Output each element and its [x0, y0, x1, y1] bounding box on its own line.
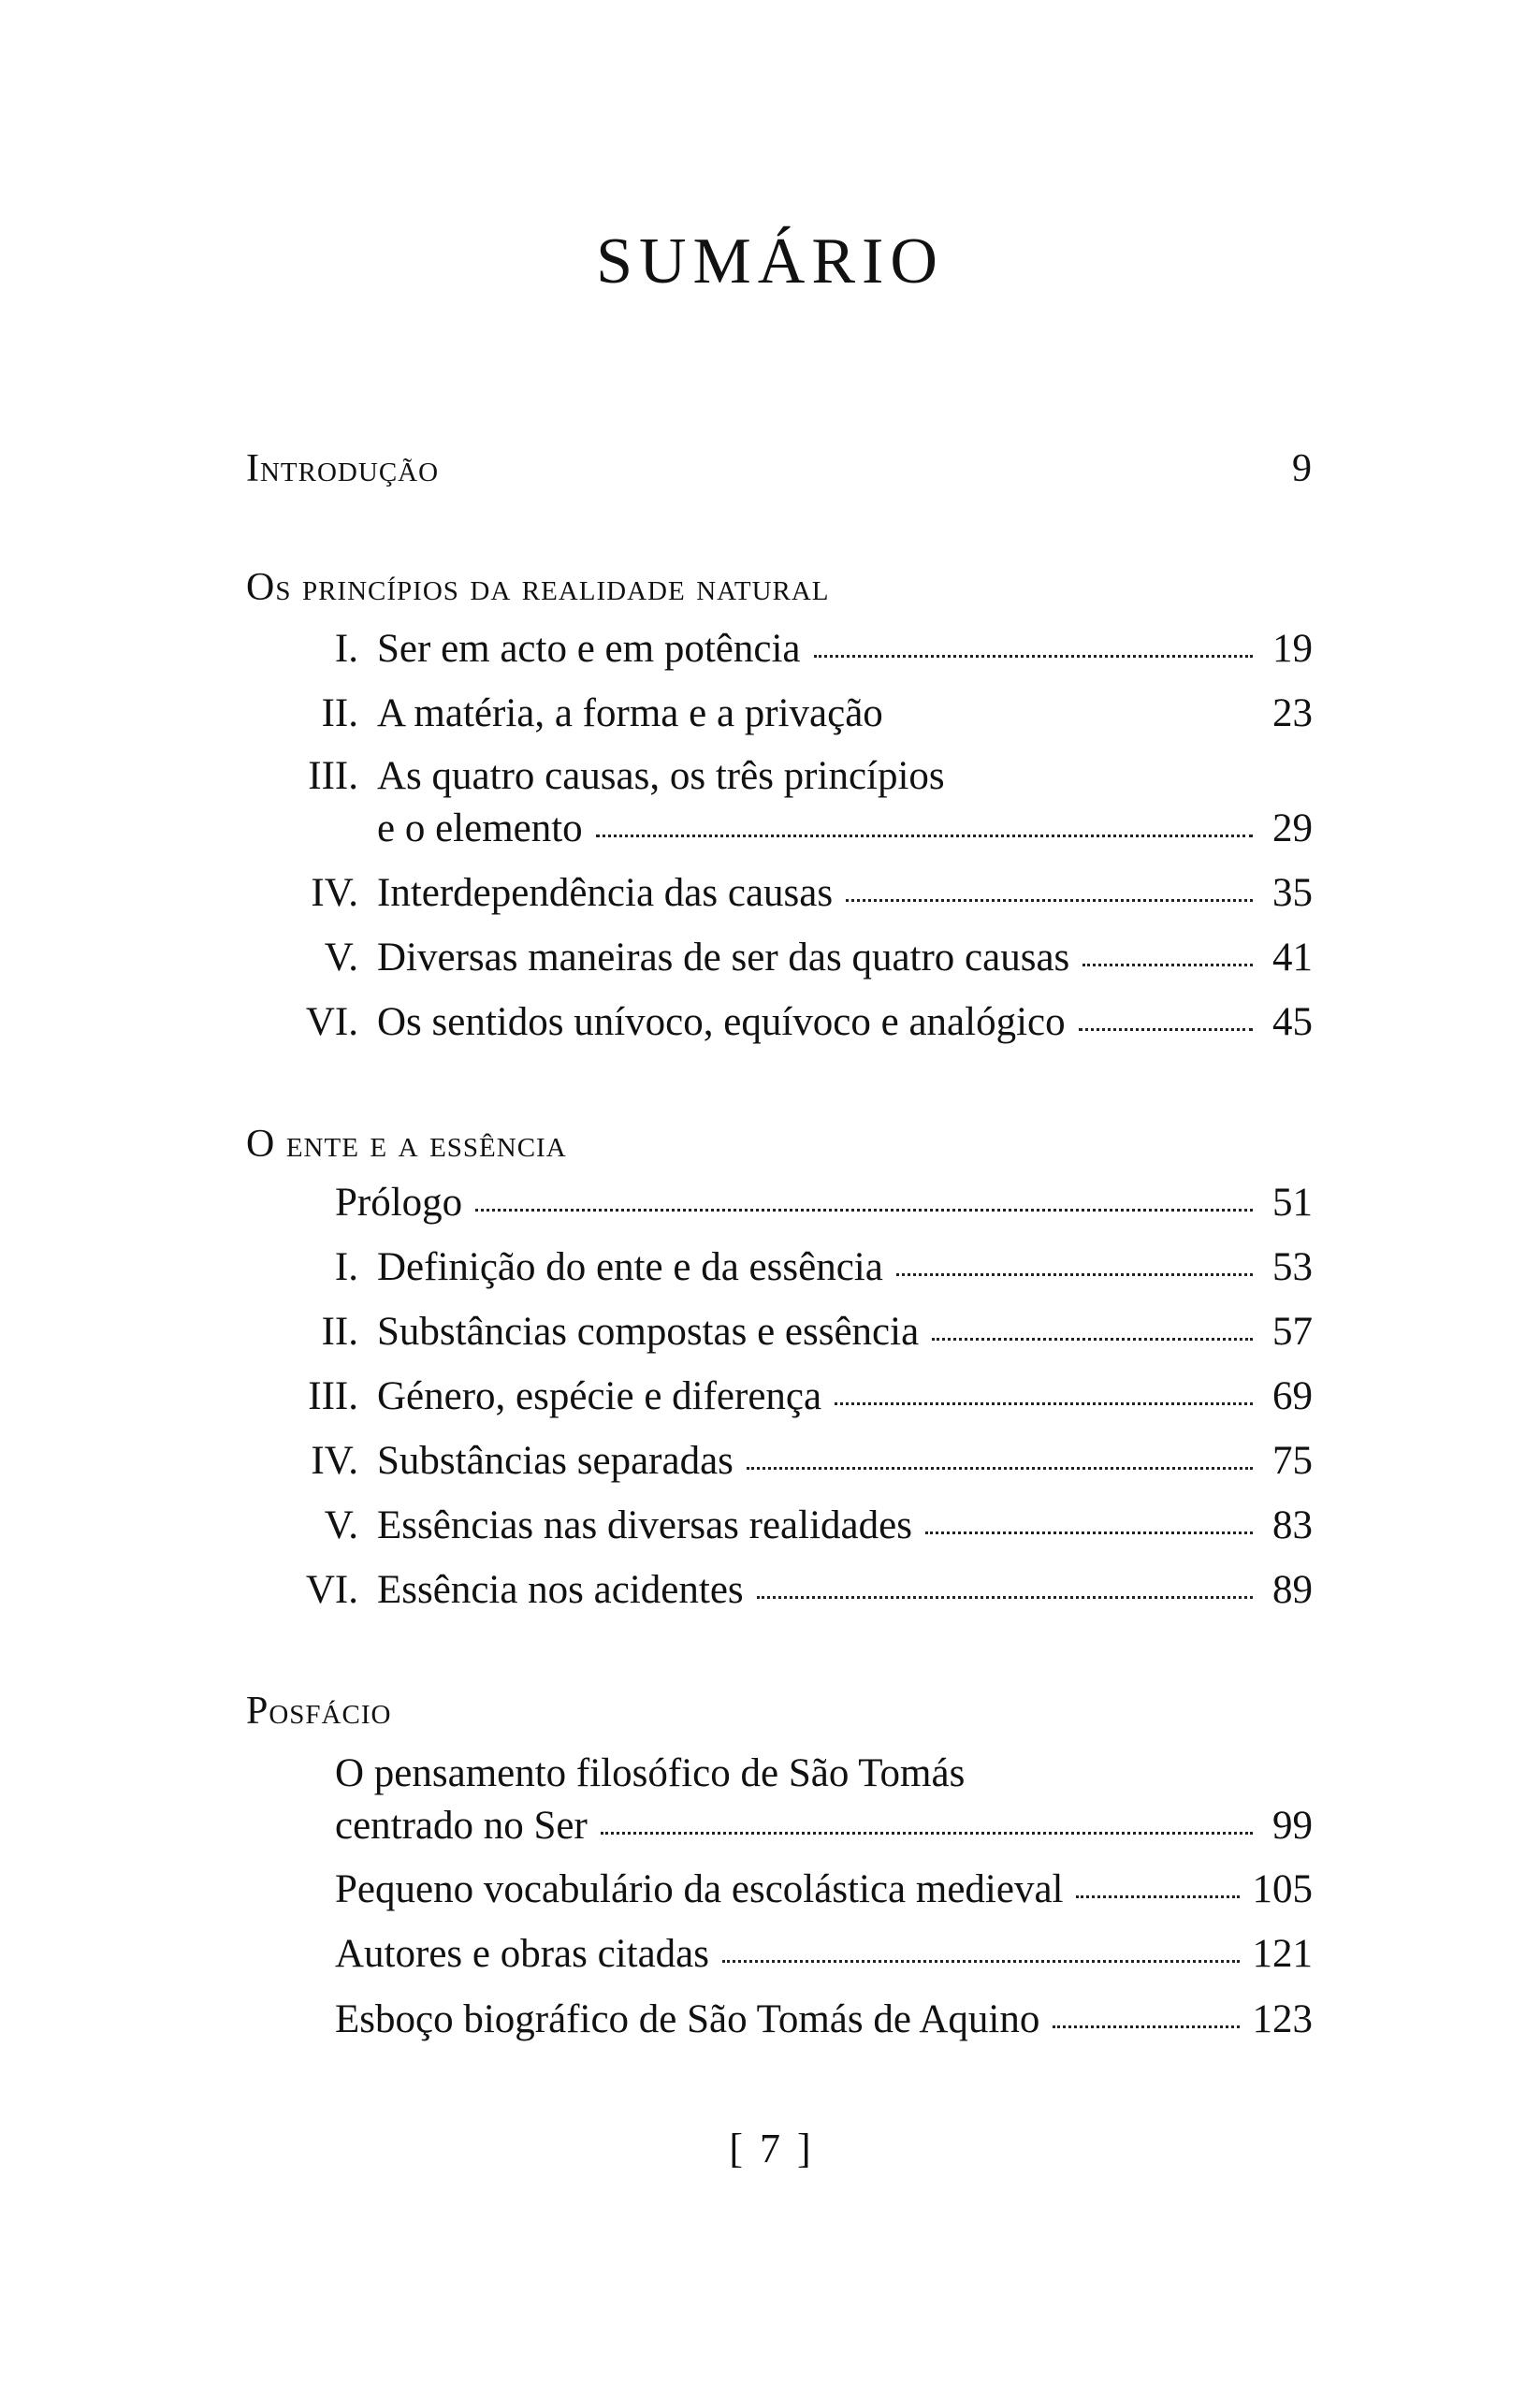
dot-leader — [1079, 1028, 1253, 1031]
chapter-title: Esboço biográfico de São Tomás de Aquino — [335, 1997, 1040, 2041]
toc-entry — [246, 937, 1313, 990]
dot-leader — [814, 655, 1254, 658]
chapter-title: Substâncias compostas e essência — [377, 1310, 920, 1354]
dot-leader — [747, 1467, 1253, 1470]
dot-leader — [722, 1960, 1240, 1963]
chapter-number: VI. — [305, 1568, 358, 1612]
chapter-number: V. — [324, 1503, 358, 1547]
chapter-number: IV. — [311, 1439, 358, 1483]
toc-entry — [246, 1183, 1313, 1235]
page-number: 99 — [1272, 1804, 1313, 1848]
toc-entry — [246, 1002, 1313, 1054]
toc-entry — [246, 1376, 1313, 1429]
chapter-title: Pequeno vocabulário da escolástica medieval — [335, 1867, 1064, 1911]
chapter-number: I. — [334, 1245, 358, 1289]
toc-entry — [246, 1441, 1313, 1493]
dot-leader — [925, 1531, 1253, 1534]
folio-close-bracket: ] — [797, 2126, 811, 2171]
section-heading-principios: Os princípios da realidade natural — [246, 566, 830, 609]
toc-entry — [246, 1869, 1313, 1922]
chapter-number: I. — [334, 627, 358, 671]
chapter-title-line2: centrado no Ser — [335, 1804, 588, 1848]
page-number: 69 — [1272, 1374, 1313, 1418]
chapter-title: Essências nas diversas realidades — [377, 1503, 912, 1547]
page-number: 83 — [1272, 1503, 1313, 1547]
page-number: 105 — [1252, 1867, 1313, 1911]
dot-leader — [601, 1832, 1253, 1835]
page-number: 23 — [1272, 691, 1313, 735]
dot-leader — [1076, 1895, 1239, 1898]
page-number: 29 — [1272, 806, 1313, 850]
page-number: 123 — [1252, 1997, 1313, 2041]
page-number: 19 — [1272, 627, 1313, 671]
chapter-title: Autores e obras citadas — [335, 1932, 709, 1976]
chapter-title-line1: O pensamento filosófico de São Tomás — [335, 1751, 966, 1795]
chapter-number: V. — [324, 936, 358, 980]
page-number: 41 — [1272, 936, 1313, 980]
page-number: 57 — [1272, 1310, 1313, 1354]
toc-entry — [246, 1505, 1313, 1558]
chapter-title: Essência nos acidentes — [377, 1568, 744, 1612]
dot-leader — [1082, 964, 1253, 966]
page-folio — [0, 2128, 1540, 2170]
toc-entry — [246, 873, 1313, 925]
chapter-number: III. — [308, 1374, 358, 1418]
dot-leader — [932, 1338, 1253, 1341]
chapter-title: Género, espécie e diferença — [377, 1374, 822, 1418]
chapter-number: IV. — [311, 871, 358, 915]
chapter-title-line1: As quatro causas, os três princípios — [377, 754, 945, 798]
toc-entry — [246, 629, 1313, 681]
page-title: SUMÁRIO — [596, 225, 944, 298]
toc-entry — [246, 1312, 1313, 1364]
chapter-title: Diversas maneiras de ser das quatro causas — [377, 936, 1070, 980]
chapter-title: Prólogo — [335, 1181, 463, 1225]
chapter-title-line2: e o elemento — [377, 806, 583, 850]
toc-entry — [246, 756, 1313, 861]
dot-leader — [835, 1402, 1253, 1405]
page-number: 45 — [1272, 1000, 1313, 1044]
toc-entry — [246, 1247, 1313, 1299]
chapter-title: Definição do ente e da essência — [377, 1245, 883, 1289]
chapter-number: II. — [321, 1310, 358, 1354]
chapter-title: Os sentidos unívoco, equívoco e analógico — [377, 1000, 1066, 1044]
toc-entry — [246, 1753, 1313, 1858]
page-number: 53 — [1272, 1245, 1313, 1289]
toc-entry — [246, 1570, 1313, 1622]
dot-leader — [896, 1273, 1253, 1276]
dot-leader — [475, 1209, 1253, 1212]
folio-number: 7 — [760, 2126, 780, 2171]
page-number: 121 — [1252, 1932, 1313, 1976]
dot-leader — [1053, 2025, 1239, 2028]
page-number: 9 — [1292, 447, 1313, 490]
chapter-number: III. — [308, 754, 358, 798]
chapter-number: VI. — [305, 1000, 358, 1044]
page-number: 51 — [1272, 1181, 1313, 1225]
chapter-title: Substâncias separadas — [377, 1439, 734, 1483]
dot-leader — [757, 1596, 1253, 1599]
section-heading-introducao: Introdução — [246, 447, 440, 490]
page-number: 89 — [1272, 1568, 1313, 1612]
section-heading-ente-essencia: O ente e a essência — [246, 1123, 567, 1166]
dot-leader — [846, 899, 1253, 902]
chapter-title: A matéria, a forma e a privação — [377, 691, 883, 735]
chapter-number: II. — [321, 691, 358, 735]
section-heading-posfacio: Posfácio — [246, 1690, 392, 1733]
folio-open-bracket: [ — [729, 2126, 743, 2171]
toc-entry-introducao — [246, 449, 1313, 488]
chapter-title: Ser em acto e em potência — [377, 627, 801, 671]
toc-entry — [246, 1934, 1313, 1986]
toc-entry — [246, 1999, 1313, 2052]
toc-entry — [246, 693, 1313, 746]
page-number: 75 — [1272, 1439, 1313, 1483]
dot-leader — [596, 835, 1253, 837]
chapter-title: Interdependência das causas — [377, 871, 834, 915]
page-number: 35 — [1272, 871, 1313, 915]
